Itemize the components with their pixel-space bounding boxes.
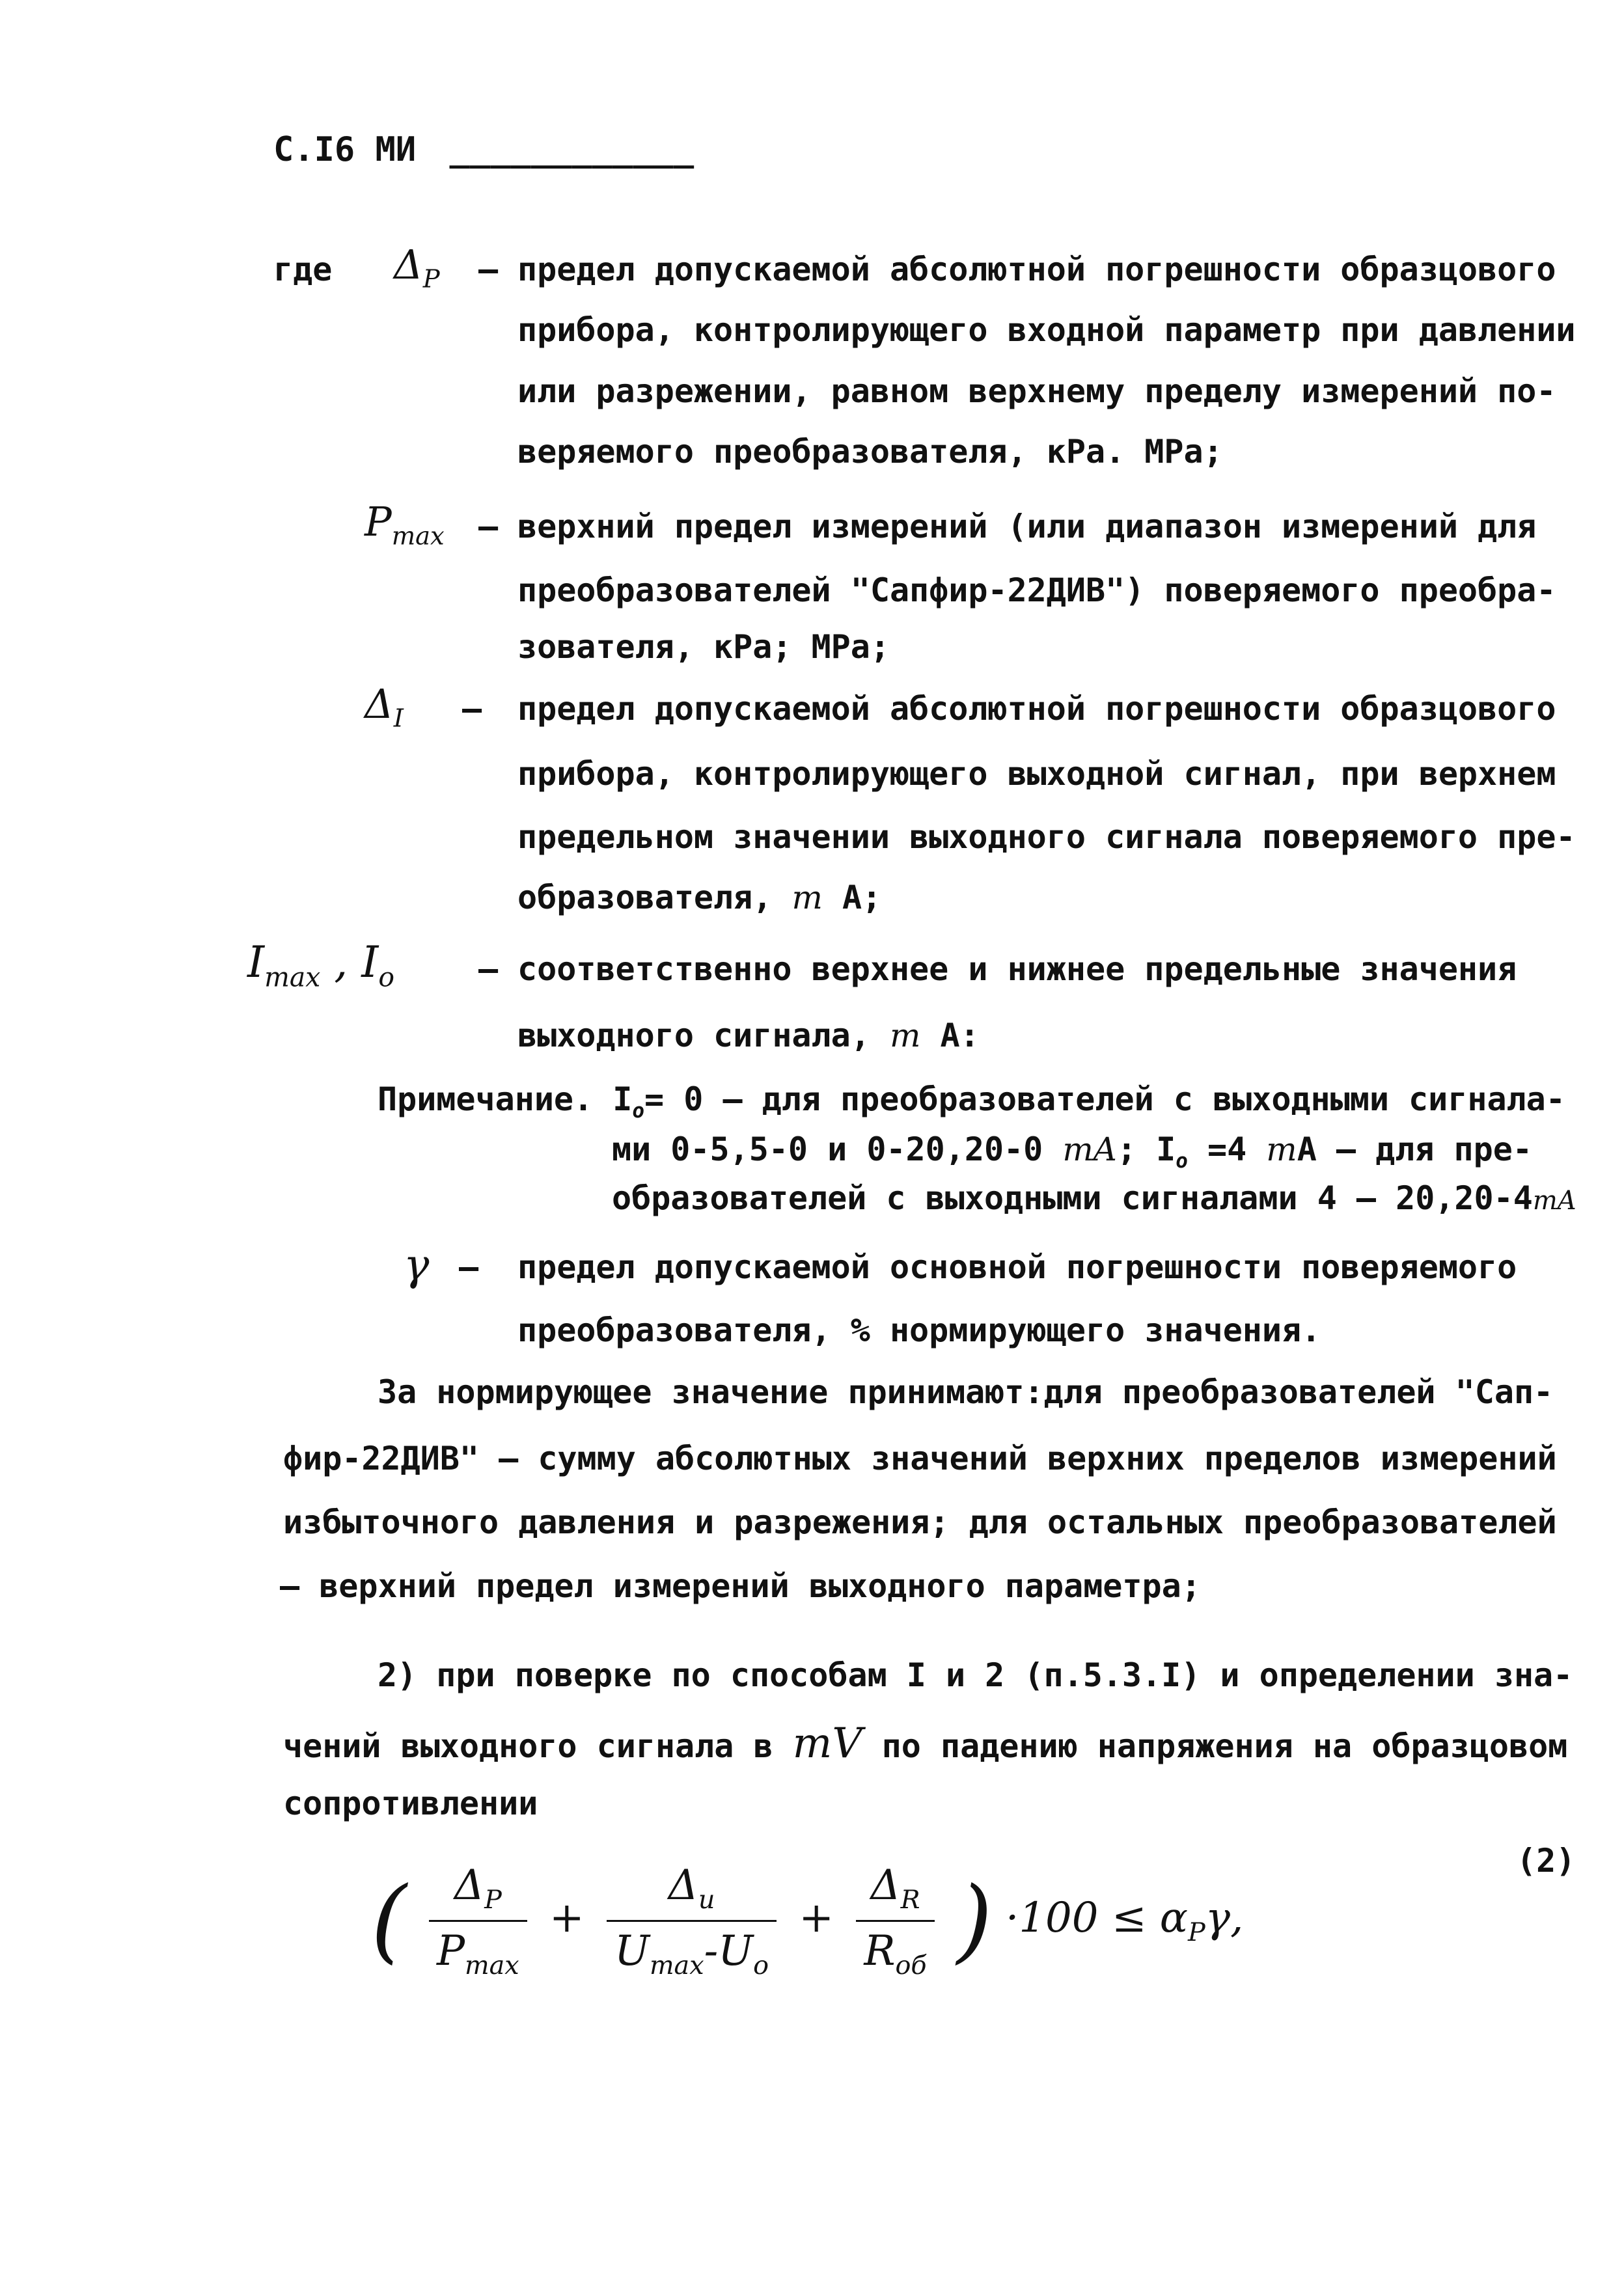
- definition-p-max-line: зователя, кРа; МРа;: [517, 628, 890, 666]
- document-number-blank: ____________: [449, 130, 695, 169]
- plus-sign: +: [549, 1893, 585, 1942]
- page-header: [273, 130, 694, 169]
- symbol-delta-i: $\Delta_I$: [365, 680, 404, 733]
- definition-delta-p-line: веряемого преобразователя, кРа. МРа;: [517, 433, 1223, 471]
- paragraph-line: – верхний предел измерений выходного параметра;: [280, 1567, 1201, 1605]
- dash: –: [459, 1248, 479, 1286]
- item-2-line: 2) при поверке по способам I и 2 (п.5.3.I) и определении зна-: [378, 1656, 1573, 1694]
- definition-delta-p-line: прибора, контролирующего входной параметр при давлении: [517, 311, 1576, 349]
- note-line: Примечание. $I_o= 0$ – для преобразователей с выходными сигнала-: [378, 1080, 1565, 1123]
- fraction-term: $\frac{\Delta_P}{P_{max}}$: [429, 1861, 527, 1980]
- definition-i-max-line: выходного сигнала, m А:: [517, 1017, 980, 1054]
- definition-delta-p-line: или разрежении, равном верхнему пределу измерений по-: [517, 372, 1556, 410]
- fraction-term: $\frac{\Delta_u}{U_{max}-U_o}$: [607, 1861, 777, 1980]
- left-paren: (: [371, 1867, 407, 1974]
- dash: –: [462, 690, 482, 728]
- symbol-p-max: $P_{max}$: [365, 498, 445, 551]
- definitions-intro: где: [273, 251, 333, 288]
- page-number-label: С.I6 МИ: [273, 130, 417, 169]
- definition-delta-i-line: образователя, m А;: [517, 879, 882, 916]
- definition-delta-i-line: прибора, контролирующего выходной сигнал, при верхнем: [517, 755, 1556, 793]
- paragraph-line: избыточного давления и разрежения; для остальных преобразователей: [283, 1503, 1557, 1541]
- symbol-i-max-i-o: $I_{max}$ , $I_o$: [247, 937, 394, 993]
- definition-p-max-line: преобразователей "Сапфир-22ДИВ") поверяемого преобра-: [517, 571, 1556, 609]
- definition-p-max-line: верхний предел измерений (или диапазон измерений для: [517, 508, 1537, 545]
- note-line: ми 0-5,5-0 и 0-20,20-0 mA; $I_o =4$ mА – для пре-: [612, 1130, 1532, 1173]
- dash: –: [478, 251, 499, 288]
- definition-i-max-line: соответственно верхнее и нижнее предельные значения: [517, 950, 1517, 988]
- item-2-line: чений выходного сигнала в mV по падению напряжения на образцовом: [283, 1719, 1568, 1768]
- paragraph-line: За нормирующее значение принимают:для преобразователей "Сап-: [378, 1373, 1554, 1411]
- item-2-line: сопротивлении: [283, 1785, 538, 1822]
- fraction-term: $\frac{\Delta_R}{R_{об}}$: [856, 1861, 934, 1980]
- definition-gamma-line: преобразователя, % нормирующего значения.: [517, 1311, 1321, 1349]
- symbol-gamma: γ: [404, 1240, 430, 1290]
- right-paren: ): [957, 1867, 993, 1974]
- dash: –: [478, 950, 499, 988]
- definition-delta-i-line: предел допускаемой абсолютной погрешности образцового: [517, 690, 1556, 728]
- formula-tail: $\cdot 100 \le \alpha_P\gamma$,: [1005, 1893, 1244, 1947]
- definition-gamma-line: предел допускаемой основной погрешности поверяемого: [517, 1248, 1517, 1286]
- definition-delta-p-line: предел допускаемой абсолютной погрешности образцового: [517, 251, 1556, 288]
- note-line: образователей с выходными сигналами 4 – 20,20-4mA: [612, 1179, 1576, 1217]
- dash: –: [478, 508, 499, 545]
- plus-sign: +: [799, 1893, 834, 1942]
- formula-number: (2): [1517, 1842, 1576, 1880]
- symbol-delta-p: $\Delta_P$: [394, 241, 440, 294]
- formula-2: [371, 1861, 1243, 1980]
- paragraph-line: фир-22ДИВ" – сумму абсолютных значений верхних пределов измерений: [283, 1440, 1557, 1477]
- note-label: Примечание.: [378, 1080, 594, 1118]
- definition-delta-i-line: предельном значении выходного сигнала поверяемого пре-: [517, 818, 1576, 856]
